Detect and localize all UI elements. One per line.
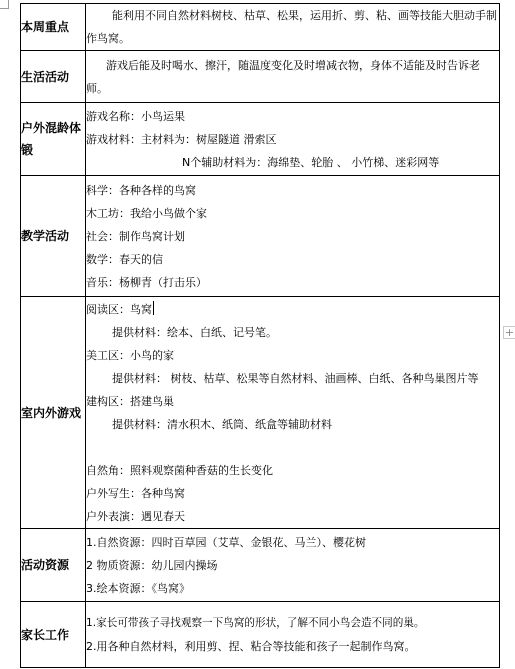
reading-area-text: 阅读区：鸟窝 <box>86 302 152 316</box>
content-weekly-focus <box>86 4 500 51</box>
content-resources <box>86 529 500 602</box>
page-corner-marker <box>0 0 9 9</box>
content-teaching <box>86 176 500 297</box>
add-row-plus-icon[interactable]: + <box>504 326 515 339</box>
content-life-activity <box>86 51 500 103</box>
row-weekly-focus <box>21 4 500 51</box>
teaching-item: 社会：制作鸟窝计划 <box>86 229 185 243</box>
label-outdoor-exercise: 户外混龄体锻 <box>21 103 86 176</box>
reading-materials: 提供材料：绘本、白纸、记号笔。 <box>112 325 277 339</box>
resource-item: 2 物质资源：幼儿园内操场 <box>86 558 218 572</box>
art-area: 美工区：小鸟的家 <box>86 348 174 362</box>
row-games <box>21 297 500 529</box>
content-games <box>86 297 500 529</box>
row-parents <box>21 602 500 668</box>
outdoor-game-materials: 游戏材料：主材料为：树屋隧道 滑索区 <box>86 132 277 146</box>
teaching-item: 木工坊：我给小鸟做个家 <box>86 206 207 220</box>
label-resources: 活动资源 <box>21 529 86 602</box>
row-resources <box>21 529 500 602</box>
outdoor-aux-materials: N个辅助材料为：海绵垫、轮胎 、 小竹梯、迷彩网等 <box>182 155 440 169</box>
label-teaching: 教学活动 <box>21 176 86 297</box>
label-parents: 家长工作 <box>21 602 86 668</box>
text-cursor <box>153 301 154 315</box>
teaching-item: 科学：各种各样的鸟窝 <box>86 183 196 197</box>
blank-line <box>86 436 499 459</box>
nature-corner: 自然角：照料观察菌种香菇的生长变化 <box>86 463 273 477</box>
parent-task: 2.用各种自然材料，利用剪、捏、粘合等技能和孩子一起制作鸟窝。 <box>86 639 416 653</box>
art-materials: 提供材料： 树枝、枯草、松果等自然材料、油画棒、白纸、各种鸟巢图片等 <box>112 371 479 385</box>
weekly-plan-table <box>20 3 500 668</box>
build-materials: 提供材料：清水积木、纸筒、纸盒等辅助材料 <box>112 417 332 431</box>
build-area: 建构区：搭建鸟巢 <box>86 394 174 408</box>
label-games: 室内外游戏 <box>21 297 86 529</box>
content-outdoor-exercise <box>86 103 500 176</box>
teaching-item: 音乐：杨柳青（打击乐） <box>86 275 207 289</box>
outdoor-show: 户外表演：遇见春天 <box>86 509 185 523</box>
label-weekly-focus: 本周重点 <box>21 4 86 51</box>
outdoor-game-name: 游戏名称：小鸟运果 <box>86 109 185 123</box>
content-parents <box>86 602 500 668</box>
outdoor-sketch: 户外写生：各种鸟窝 <box>86 486 185 500</box>
reading-area-line <box>86 298 499 321</box>
row-outdoor-exercise <box>21 103 500 176</box>
teaching-item: 数学：春天的信 <box>86 252 163 266</box>
label-life-activity: 生活活动 <box>21 51 86 103</box>
life-activity-text: 游戏后能及时喝水、擦汗，随温度变化及时增减衣物，身体不适能及时告诉老师。 <box>86 58 480 95</box>
row-life-activity <box>21 51 500 103</box>
row-teaching <box>21 176 500 297</box>
resource-item: 1.自然资源：四时百草园（艾草、金银花、马兰）、樱花树 <box>86 535 366 549</box>
weekly-focus-text: 能利用不同自然材料树枝、枯草、松果，运用折、剪、粘、画等技能大胆动手制作鸟窝。 <box>86 9 497 45</box>
parent-task: 1.家长可带孩子寻找观察一下鸟窝的形状，了解不同小鸟会造不同的巢。 <box>86 616 425 629</box>
resource-item: 3.绘本资源：《鸟窝》 <box>86 581 190 595</box>
